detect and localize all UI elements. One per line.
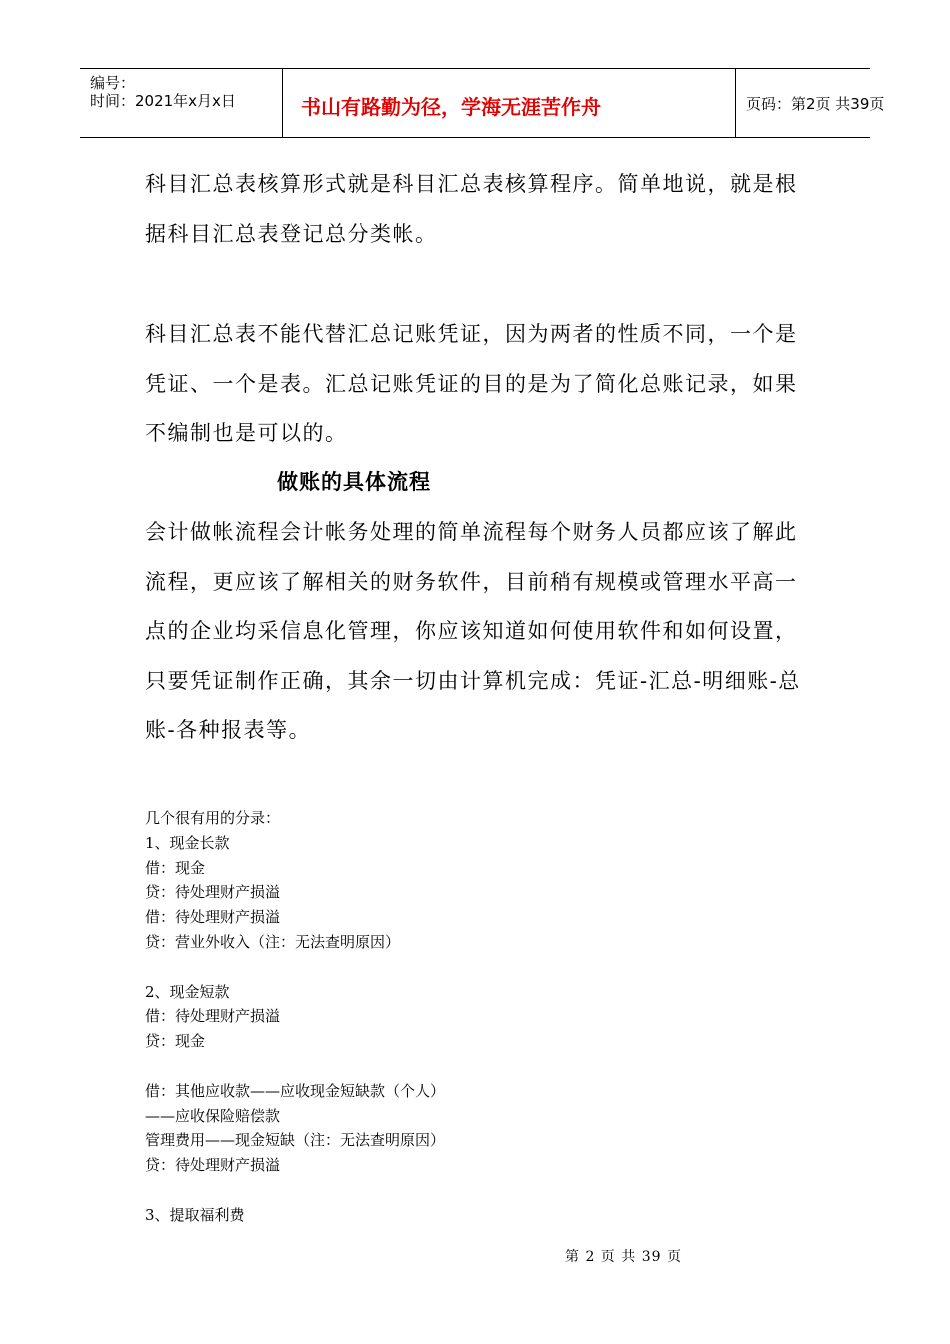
header-page-info: 页码：第2页 共39页 <box>746 95 885 113</box>
entry-line: 借：现金 <box>145 858 206 877</box>
entry-line: 贷：营业外收入（注：无法查明原因） <box>145 932 401 951</box>
entry-line: 借：待处理财产损溢 <box>145 1007 281 1026</box>
entry-line: 借：其他应收款——应收现金短缺款（个人） <box>145 1081 446 1100</box>
doc-date-label: 时间：2021年x月x日 <box>90 92 236 110</box>
paragraph-summary-vs-voucher: 科目汇总表不能代替汇总记账凭证，因为两者的性质不同，一个是凭证、一个是表。汇总记账凭证的目的是为了简化总账记录，如果不编制也是可以的。 <box>145 322 798 445</box>
entry-line: ——应收保险赔偿款 <box>145 1106 281 1125</box>
entry-title: 1、现金长款 <box>145 833 230 852</box>
entry-title: 3、提取福利费 <box>145 1205 245 1224</box>
entry-line: 借：待处理财产损溢 <box>145 908 281 927</box>
paragraph-process: 会计做帐流程会计帐务处理的简单流程每个财务人员都应该了解此流程，更应该了解相关的财务软件，目前稍有规模或管理水平高一点的企业均采信息化管理，你应该知道如何使用软件和如何设置，只要凭证制作正确，其余一切由计算机完成：凭证-汇总-明细账-总账-各种报表等。 <box>145 520 801 742</box>
header-page-cell <box>736 69 885 137</box>
entry-line: 贷：现金 <box>145 1032 206 1051</box>
entry-line: 管理费用——现金短缺（注：无法查明原因） <box>145 1131 446 1150</box>
entries-intro: 几个很有用的分录： <box>145 809 281 827</box>
header-meta-cell <box>80 69 283 137</box>
entry-line: 贷：待处理财产损溢 <box>145 883 281 902</box>
paragraph-summary-definition: 科目汇总表核算形式就是科目汇总表核算程序。简单地说，就是根据科目汇总表登记总分类帐。 <box>145 172 798 246</box>
page-header <box>80 68 885 138</box>
entry-line: 贷：待处理财产损溢 <box>145 1156 281 1175</box>
entry-title: 2、现金短款 <box>145 982 230 1001</box>
journal-entries <box>145 806 745 1228</box>
header-motto: 书山有路勤为径，学海无涯苦作舟 <box>301 95 601 119</box>
doc-number-label: 编号： <box>90 74 136 92</box>
header-motto-cell <box>283 69 736 137</box>
section-heading: 做账的具体流程 <box>277 470 431 494</box>
page-footer: 第 2 页 共 39 页 <box>565 1249 682 1265</box>
